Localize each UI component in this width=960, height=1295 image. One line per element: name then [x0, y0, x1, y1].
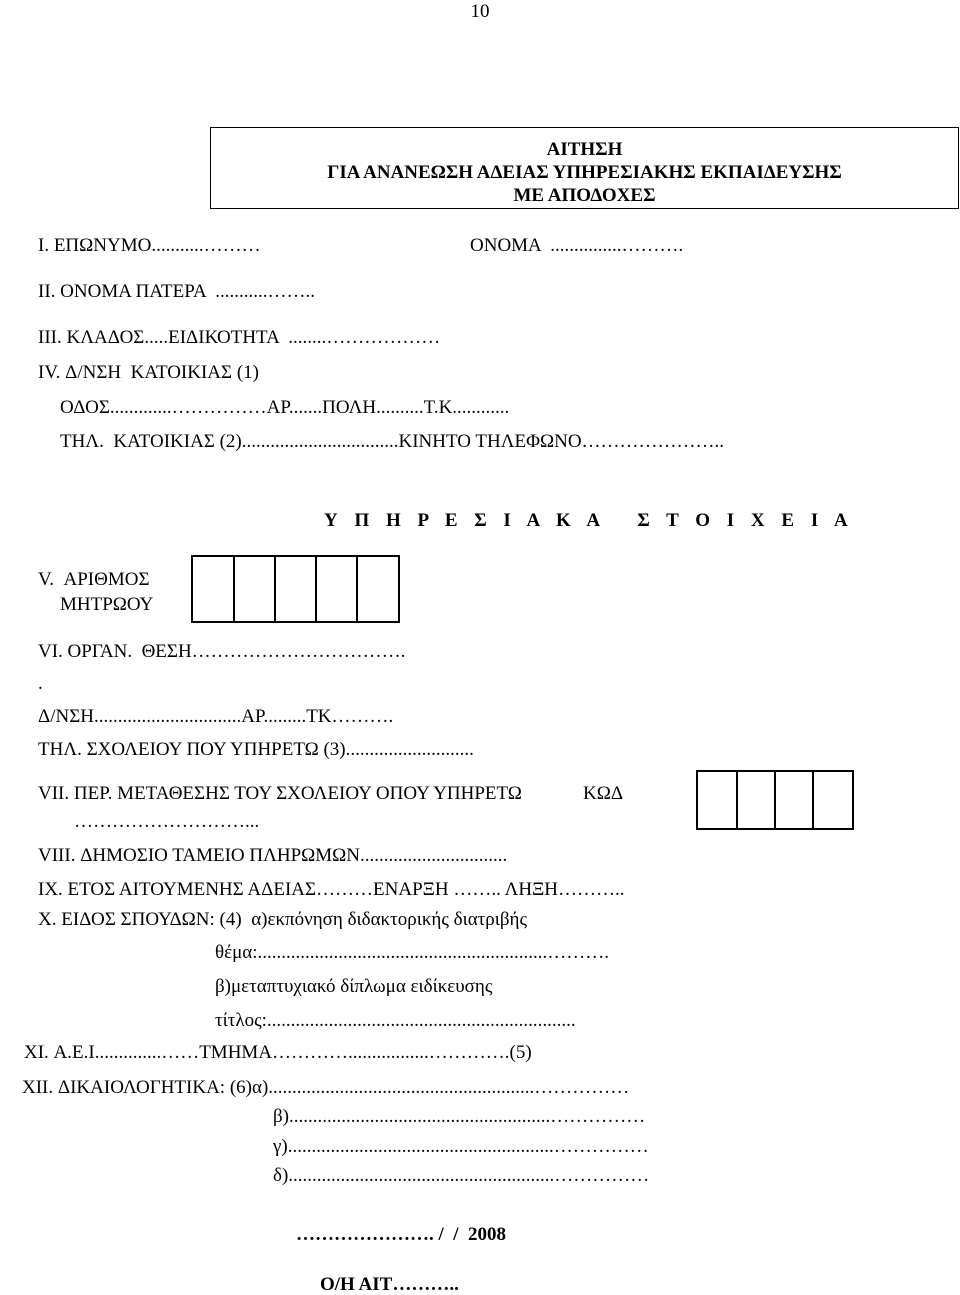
registry-number-label-2: ΜΗΤΡΩΟΥ [60, 594, 154, 615]
transfer-dots: ………………………... [74, 811, 260, 832]
masters-option: β)μεταπτυχιακό δίπλωμα ειδίκευσης [215, 976, 493, 997]
code-digit-box[interactable] [696, 770, 738, 830]
school-address-field[interactable]: Δ/ΝΣΗ...............................ΑΡ.........ΤΚ………. [38, 706, 394, 727]
supporting-doc-a[interactable]: XII. ΔΙΚΑΙΟΛΟΓΗΤΙΚΑ: (6)α)........................................................…………… [22, 1077, 630, 1098]
home-phone-field[interactable]: ΤΗΛ. ΚΑΤΟΙΚΙΑΣ (2).................................ΚΙΝΗΤΟ ΤΗΛΕΦΩΝΟ………………….. [60, 431, 725, 452]
university-department-field[interactable]: XI. Α.Ε.Ι..............……ΤΜΗΜΑ………….................………….(5) [24, 1042, 532, 1063]
registry-digit-box[interactable] [191, 555, 235, 623]
title-line-1: ΑΙΤΗΣΗ [546, 139, 623, 160]
registry-digit-box[interactable] [274, 555, 317, 623]
code-digit-box[interactable] [812, 770, 854, 830]
date-field[interactable]: …………………. / / 2008 [296, 1224, 507, 1245]
applicant-signature-field[interactable]: Ο/Η ΑΙΤ……….. [320, 1274, 459, 1295]
school-phone-field[interactable]: ΤΗΛ. ΣΧΟΛΕΙΟΥ ΠΟΥ ΥΠΗΡΕΤΩ (3)........................... [38, 739, 474, 760]
registry-digit-box[interactable] [356, 555, 400, 623]
leave-year-field[interactable]: IX. ΕΤΟΣ ΑΙΤΟΥΜΕΝΗΣ ΑΔΕΙΑΣ………ΕΝΑΡΞΗ …….. ΛΗΞΗ……….. [38, 879, 625, 900]
title-line-3: ΜΕ ΑΠΟΔΟΧΕΣ [513, 185, 656, 206]
masters-title-field[interactable]: τίτλος:................................................................. [215, 1010, 576, 1031]
studies-type-field[interactable]: X. ΕΙΔΟΣ ΣΠΟΥΔΩΝ: (4) α)εκπόνηση διδακτορικής διατριβής [38, 909, 528, 930]
registry-digit-box[interactable] [233, 555, 276, 623]
code-boxes [698, 770, 854, 830]
supporting-doc-c[interactable]: γ)........................................................…………… [273, 1136, 649, 1157]
father-name-field[interactable]: II. ΟΝΟΜΑ ΠΑΤΕΡΑ ...........…….. [38, 281, 315, 302]
branch-specialty-field[interactable]: III. ΚΛΑΔΟΣ.....ΕΙΔΙΚΟΤΗΤΑ ........……………… [38, 327, 441, 348]
title-line-2: ΓΙΑ ΑΝΑΝΕΩΣΗ ΑΔΕΙΑΣ ΥΠΗΡΕΣΙΑΚΗΣ ΕΚΠΑΙΔΕΥΣΗΣ [327, 162, 842, 183]
code-label: ΚΩΔ [583, 783, 624, 804]
name-field[interactable]: ΟΝΟΜΑ ...............………. [470, 235, 684, 256]
title-box [210, 127, 959, 209]
code-digit-box[interactable] [736, 770, 776, 830]
registry-number-label: V. ΑΡΙΘΜΟΣ [38, 569, 150, 590]
transfer-area-field[interactable]: VII. ΠΕΡ. ΜΕΤΑΘΕΣΗΣ ΤΟΥ ΣΧΟΛΕΙΟΥ ΟΠΟΥ ΥΠΗΡΕΤΩ [38, 783, 522, 804]
street-city-field[interactable]: ΟΔΟΣ.............……………ΑΡ.......ΠΟΛΗ..........Τ.Κ............ [60, 397, 510, 418]
treasury-field[interactable]: VIII. ΔΗΜΟΣΙΟ ΤΑΜΕΙΟ ΠΛΗΡΩΜΩΝ............................... [38, 845, 508, 866]
organic-position-field[interactable]: VI. ΟΡΓΑΝ. ΘΕΣΗ……………………………. [38, 641, 406, 662]
registry-number-boxes [193, 555, 400, 623]
surname-field[interactable]: I. ΕΠΩΝΥΜΟ...........……… [38, 235, 261, 256]
service-details-heading: Υ Π Η Ρ Ε Σ Ι Α Κ Α Σ Τ Ο Ι Χ Ε Ι Α [324, 510, 854, 531]
supporting-doc-d[interactable]: δ)........................................................…………… [273, 1165, 650, 1186]
page-number: 10 [470, 1, 490, 22]
thesis-topic-field[interactable]: θέμα:.............................................................………. [215, 942, 609, 963]
supporting-doc-b[interactable]: β).......................................................…………… [273, 1106, 646, 1127]
home-address-heading: IV. Δ/ΝΣΗ ΚΑΤΟΙΚΙΑΣ (1) [38, 362, 259, 383]
position-continuation: . [38, 673, 43, 694]
code-digit-box[interactable] [774, 770, 814, 830]
registry-digit-box[interactable] [315, 555, 358, 623]
